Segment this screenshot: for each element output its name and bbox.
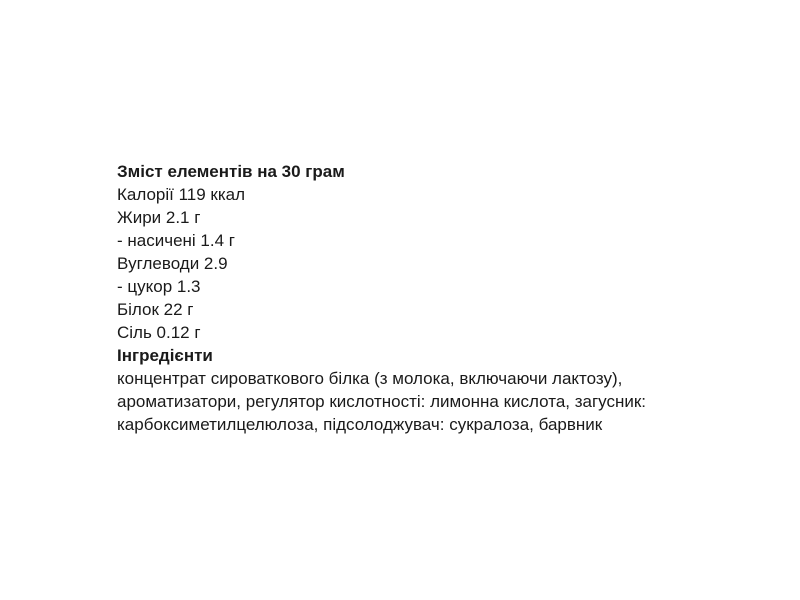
ingredients-line: ароматизатори, регулятор кислотності: лимонна кислота, загусник: [117,392,647,411]
product-info-block [117,160,757,436]
nutrition-calories: Калорії 119 ккал [117,185,246,204]
nutrition-heading: Зміст елементів на 30 грам [117,162,345,181]
ingredients-line: концентрат сироваткового білка (з молока, включаючи лактозу), [117,369,623,388]
nutrition-carbohydrates: Вуглеводи 2.9 [117,254,228,273]
ingredients-heading: Інгредієнти [117,346,213,365]
ingredients-line: карбоксиметилцелюлоза, підсолоджувач: сукралоза, барвник [117,415,603,434]
nutrition-protein: Білок 22 г [117,300,194,319]
nutrition-salt: Сіль 0.12 г [117,323,201,342]
nutrition-saturated-fat: - насичені 1.4 г [117,231,235,250]
nutrition-sugar: - цукор 1.3 [117,277,201,296]
nutrition-fat: Жири 2.1 г [117,208,201,227]
